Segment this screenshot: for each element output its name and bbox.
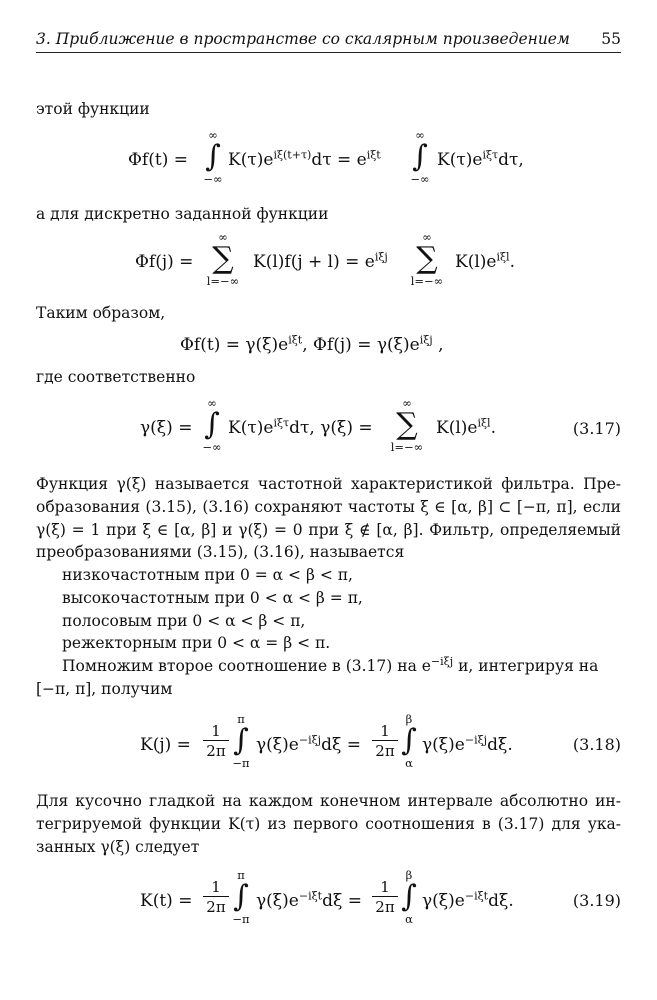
- denominator: 2π: [206, 898, 226, 916]
- paragraph-line: образования (3.15), (3.16) сохраняют частоты ξ ∈ [α, β] ⊂ [−π, π], если: [36, 498, 621, 516]
- sum-sign: ∑: [416, 241, 438, 276]
- paragraph-line: [62, 654, 599, 676]
- fraction: [203, 878, 229, 917]
- equation-3-17: [140, 418, 192, 438]
- paragraph-line: занных γ(ξ) следует: [36, 838, 200, 856]
- eq-lhs: Φf(t) =: [128, 150, 188, 170]
- denominator: 2π: [375, 742, 395, 760]
- upper-limit: ∞: [207, 396, 217, 410]
- eq-lhs: K(j) =: [140, 735, 191, 755]
- equation-filter-response: [180, 335, 444, 355]
- list-item: режекторным при 0 < α = β < π.: [62, 634, 331, 652]
- lower-limit: l=−∞: [390, 440, 424, 454]
- eq-term: dτ,: [498, 150, 524, 170]
- numerator: 1: [203, 878, 229, 897]
- eq-term: Φf(t) = γ(ξ)e: [180, 335, 289, 355]
- exponent: iξl: [496, 250, 510, 264]
- integral-sign: ∫: [204, 407, 220, 442]
- paragraph-line: γ(ξ) = 1 при ξ ∈ [α, β] и γ(ξ) = 0 при ξ ∉ [α, β]. Фильтр, определяемый: [36, 521, 621, 539]
- eq-lhs: γ(ξ) =: [140, 418, 193, 438]
- integral-limits: [228, 868, 254, 926]
- fraction: [372, 722, 398, 761]
- integral-limits: [198, 128, 228, 186]
- eq-term: dτ, γ(ξ) =: [289, 418, 373, 438]
- fraction: [203, 722, 229, 761]
- eq-term: K(τ)e: [228, 418, 274, 438]
- sum-limits: [200, 230, 246, 288]
- denominator: 2π: [206, 742, 226, 760]
- lower-limit: −π: [232, 756, 250, 770]
- exponent: −iξj: [430, 654, 454, 668]
- integral-limits: [396, 868, 422, 926]
- eq-term: , Φf(j) = γ(ξ)e: [302, 335, 420, 355]
- lower-limit: −∞: [410, 172, 430, 186]
- eq-body: [256, 735, 361, 755]
- text-line: а для дискретно заданной функции: [36, 205, 329, 223]
- lower-limit: α: [405, 756, 413, 770]
- eq-term: dξ =: [321, 735, 361, 755]
- integral-sign: ∫: [233, 879, 249, 914]
- sum-sign: ∑: [396, 407, 418, 442]
- eq-body: [455, 252, 515, 272]
- upper-limit: β: [405, 712, 413, 726]
- integral-sign: ∫: [412, 139, 428, 174]
- list-item: высокочастотным при 0 < α < β = π,: [62, 589, 363, 607]
- exponent: iξτ: [273, 416, 290, 430]
- exponent: iξt: [288, 333, 303, 347]
- equation-fourier-continuous: [128, 150, 188, 170]
- eq-body: [436, 418, 496, 438]
- lower-limit: −π: [232, 912, 250, 926]
- eq-term: K(l)e: [455, 252, 497, 272]
- eq-term: K(τ)e: [228, 150, 274, 170]
- exponent: iξj: [374, 250, 388, 264]
- integral-limits: [405, 128, 435, 186]
- fraction: [372, 878, 398, 917]
- equation-fourier-discrete: [135, 252, 193, 272]
- equation-3-18: [140, 735, 191, 755]
- exponent: iξ(t+τ): [273, 148, 312, 162]
- sum-limits: [404, 230, 450, 288]
- running-header: [36, 28, 621, 53]
- header-title: 3. Приближение в пространстве со скалярным произведением: [36, 30, 570, 48]
- text-run: Помножим второе соотношение в (3.17) на e: [62, 657, 431, 675]
- equation-3-19: [140, 891, 192, 911]
- upper-limit: β: [405, 868, 413, 882]
- text-line: этой функции: [36, 100, 150, 118]
- eq-term: K(l)f(j + l) = e: [253, 252, 375, 272]
- equation-number: (3.18): [572, 735, 621, 754]
- paragraph-line: Функция γ(ξ) называется частотной характеристикой фильтра. Пре-: [36, 475, 621, 493]
- eq-term: γ(ξ)e: [256, 891, 299, 911]
- upper-limit: π: [237, 712, 245, 726]
- exponent: iξl: [477, 416, 491, 430]
- paragraph-line: [−π, π], получим: [36, 680, 173, 698]
- upper-limit: ∞: [422, 230, 432, 244]
- paragraph-line: преобразованиями (3.15), (3.16), называется: [36, 543, 405, 561]
- eq-term: K(τ)e: [437, 150, 483, 170]
- lower-limit: −∞: [203, 172, 223, 186]
- list-item: низкочастотным при 0 = α < β < π,: [62, 566, 353, 584]
- sum-sign: ∑: [212, 241, 234, 276]
- upper-limit: ∞: [415, 128, 425, 142]
- eq-term: ,: [432, 335, 444, 355]
- integral-limits: [228, 712, 254, 770]
- lower-limit: α: [405, 912, 413, 926]
- list-item: полосовым при 0 < α < β < π,: [62, 612, 306, 630]
- eq-term: dτ = e: [311, 150, 367, 170]
- eq-term: .: [509, 252, 515, 272]
- eq-term: K(l)e: [436, 418, 478, 438]
- eq-term: dξ.: [487, 735, 513, 755]
- exponent: iξτ: [482, 148, 499, 162]
- page-number: 55: [601, 30, 621, 48]
- eq-body: [422, 891, 514, 911]
- lower-limit: l=−∞: [410, 274, 444, 288]
- exponent: −iξj: [464, 733, 488, 747]
- lower-limit: −∞: [202, 440, 222, 454]
- integral-sign: ∫: [205, 139, 221, 174]
- integral-sign: ∫: [401, 723, 417, 758]
- eq-term: γ(ξ)e: [422, 735, 465, 755]
- exponent: iξt: [366, 148, 381, 162]
- text-line: где соответственно: [36, 368, 196, 386]
- equation-number: (3.17): [572, 419, 621, 438]
- eq-lhs: Φf(j) =: [135, 252, 194, 272]
- integral-sign: ∫: [401, 879, 417, 914]
- eq-body: [437, 150, 524, 170]
- eq-term: γ(ξ)e: [256, 735, 299, 755]
- eq-body: [228, 150, 381, 170]
- upper-limit: ∞: [218, 230, 228, 244]
- exponent: iξj: [419, 333, 433, 347]
- eq-body: [253, 252, 388, 272]
- eq-lhs: K(t) =: [140, 891, 193, 911]
- exponent: −iξj: [298, 733, 322, 747]
- lower-limit: l=−∞: [206, 274, 240, 288]
- integral-sign: ∫: [233, 723, 249, 758]
- eq-body: [256, 891, 362, 911]
- numerator: 1: [372, 722, 398, 741]
- equation-number: (3.19): [572, 891, 621, 910]
- paragraph-line: Для кусочно гладкой на каждом конечном интервале абсолютно ин-: [36, 792, 621, 810]
- eq-term: dξ.: [488, 891, 514, 911]
- eq-body: [422, 735, 513, 755]
- numerator: 1: [203, 722, 229, 741]
- integral-limits: [197, 396, 227, 454]
- upper-limit: ∞: [402, 396, 412, 410]
- eq-term: .: [490, 418, 496, 438]
- exponent: −iξt: [298, 889, 323, 903]
- upper-limit: π: [237, 868, 245, 882]
- sum-limits: [384, 396, 430, 454]
- exponent: −iξt: [464, 889, 489, 903]
- text-line: Таким образом,: [36, 304, 166, 322]
- eq-body: [228, 418, 373, 438]
- upper-limit: ∞: [208, 128, 218, 142]
- paragraph-line: тегрируемой функции K(τ) из первого соотношения в (3.17) для ука-: [36, 815, 621, 833]
- eq-term: γ(ξ)e: [422, 891, 465, 911]
- numerator: 1: [372, 878, 398, 897]
- text-run: и, интегрируя на: [453, 657, 599, 675]
- integral-limits: [396, 712, 422, 770]
- denominator: 2π: [375, 898, 395, 916]
- eq-term: dξ =: [322, 891, 362, 911]
